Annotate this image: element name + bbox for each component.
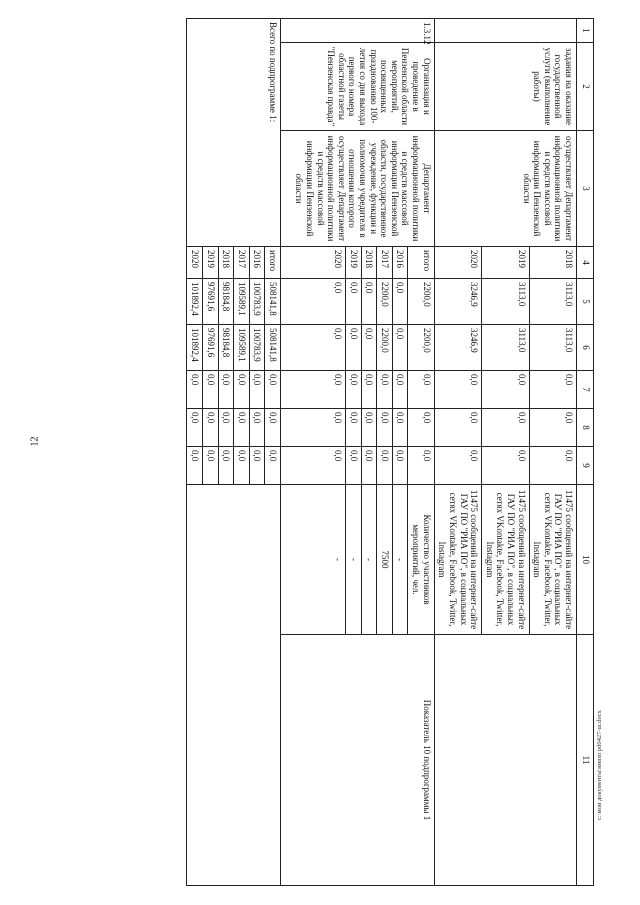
header-cell: 9 xyxy=(577,447,594,485)
header-cell: 1 xyxy=(577,19,594,43)
header-cell: 3 xyxy=(577,131,594,247)
total-row: 2016 100783,9 100783,9 0,0 0,0 0,0 xyxy=(249,19,265,886)
indicator-title: Количество участников мероприятий, чел. xyxy=(408,485,434,635)
total-row: 2017 109589,1 109589,1 0,0 0,0 0,0 xyxy=(234,19,250,886)
indicator-cell: 11475 сообщений на интернет-сайте ГАУ ПО "РИА ПО", в социальных сетях VKontakte, Facebook, Twitter, Instagram xyxy=(434,485,481,635)
table-row: 2019 0,0 0,0 0,0 0,0 0,0 - xyxy=(346,19,362,886)
total-row: Всего по подпрограмме 1: итого 508141,8 508141,8 0,0 0,0 0,0 xyxy=(265,19,281,886)
table-row: 2020 3246,9 3246,9 0,0 0,0 0,0 11475 сообщений на интернет-сайте ГАУ ПО "РИА ПО", в социальных сетях VKontakte, Facebook, Twitter, Instagram xyxy=(434,19,481,886)
indicator-cell: 11475 сообщений на интернет-сайте ГАУ ПО "РИА ПО", в социальных сетях VKontakte, Facebook, Twitter, Instagram xyxy=(482,485,529,635)
header-cell: 10 xyxy=(577,485,594,635)
program-table xyxy=(186,18,594,886)
item-executor: Департамент информационной политики и средств массовой информации Пензенской области, государственное учреждение, функции и полномочия учредителя в отношении которого осуществляет Департамент информационной политики и средств массовой информации Пензенской области xyxy=(281,131,435,247)
item-number: 1.3.12 xyxy=(281,19,435,43)
total-row: 2020 101892,4 101892,4 0,0 0,0 0,0 xyxy=(187,19,203,886)
header-cell: 11 xyxy=(577,635,594,886)
indicator-reference: Показатель 10 подпрограммы 1 xyxy=(281,635,435,886)
header-row xyxy=(577,19,594,886)
file-path-footer: c:\мои документы\ннnsn pd0427-ш.docx xyxy=(596,710,603,820)
header-cell: 2 xyxy=(577,43,594,131)
total-row: 2018 98184,8 98184,8 0,0 0,0 0,0 xyxy=(218,19,234,886)
total-row: 2019 97691,6 97691,6 0,0 0,0 0,0 xyxy=(202,19,218,886)
page-number: 12 xyxy=(29,436,41,447)
table-row: 2018 0,0 0,0 0,0 0,0 0,0 - xyxy=(361,19,377,886)
table-row: 2020 0,0 0,0 0,0 0,0 0,0 - xyxy=(281,19,346,886)
header-cell: 4 xyxy=(577,247,594,279)
executor-cell: осуществляет Департамент информационной политики и средств массовой информации Пензенской области xyxy=(434,131,576,247)
header-cell: 6 xyxy=(577,325,594,371)
table-row: 2019 3113,0 3113,0 0,0 0,0 0,0 11475 сообщений на интернет-сайте ГАУ ПО "РИА ПО", в социальных сетях VKontakte, Facebook, Twitter, Instagram xyxy=(482,19,529,886)
table-row: 2016 0,0 0,0 0,0 0,0 0,0 - xyxy=(392,19,408,886)
table-row: 2017 2200,0 2200,0 0,0 0,0 0,0 7500 xyxy=(377,19,393,886)
rotated-table-container xyxy=(69,18,594,885)
indicator-cell: 11475 сообщений на интернет-сайте ГАУ ПО "РИА ПО", в социальных сетях VKontakte, Facebook, Twitter, Instagram xyxy=(529,485,576,635)
header-cell: 8 xyxy=(577,409,594,447)
service-description: задания на оказание государственной услуги (выполнение работы) xyxy=(434,43,576,131)
item-title: Организация и проведение в Пензенской области мероприятий, посвященных празднованию 100-летия со дня выхода первого номера областной газеты "Пензенская правда" xyxy=(281,43,435,131)
table-row: задания на оказание государственной услуги (выполнение работы) осуществляет Департамент информационной политики и средств массовой информации Пензенской области 2018 3113,0 3113,0 0,0 0,0 0,0 11475 сообщений на интернет-сайте ГАУ ПО "РИА ПО", в социальных сетях VKontakte, Facebook, Twitter, Instagram xyxy=(529,19,576,886)
header-cell: 5 xyxy=(577,279,594,325)
header-cell: 7 xyxy=(577,371,594,409)
total-label: Всего по подпрограмме 1: xyxy=(187,19,281,247)
table-row: 1.3.12 Организация и проведение в Пензенской области мероприятий, посвященных празднованию 100-летия со дня выхода первого номера областной газеты "Пензенская правда" Департамент информационной политики и средств массовой информации Пензенской области, государственное учреждение, функции и полномочия учредителя в отношении которого осуществляет Департамент информационной политики и средств массовой информации Пензенской области итого 2200,0 2200,0 0,0 0,0 0,0 Количество участников мероприятий, чел. Показатель 10 подпрограммы 1 xyxy=(408,19,434,886)
